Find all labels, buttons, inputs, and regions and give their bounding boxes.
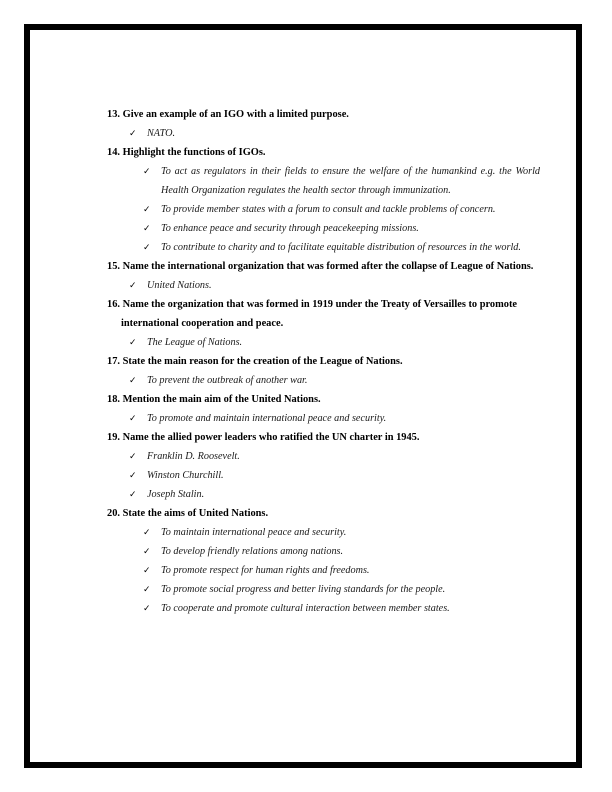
checkmark-icon: ✓ — [143, 565, 151, 575]
document-content — [107, 105, 540, 618]
checkmark-icon: ✓ — [143, 603, 151, 613]
question-number: 14. — [107, 147, 120, 158]
answer-item — [107, 485, 540, 504]
question-text: Name the international organization that was formed after the collapse of League of Nations. — [122, 261, 534, 272]
question-number: 13. — [107, 109, 120, 120]
answer-text: Franklin D. Roosevelt. — [147, 451, 240, 462]
answer-item — [107, 371, 540, 390]
answer-item — [107, 162, 540, 200]
answer-text: To enhance peace and security through peacekeeping missions. — [161, 223, 419, 234]
answer-list — [107, 409, 540, 428]
answer-text: The League of Nations. — [147, 337, 243, 348]
answer-text: To prevent the outbreak of another war. — [147, 375, 308, 386]
answer-list — [107, 447, 540, 504]
answer-item — [107, 238, 540, 257]
question-text: State the aims of United Nations. — [122, 508, 269, 519]
checkmark-icon: ✓ — [129, 451, 137, 461]
answer-item — [107, 200, 540, 219]
answer-item — [107, 333, 540, 352]
answer-list — [107, 371, 540, 390]
answer-item — [107, 542, 540, 561]
answer-item — [107, 124, 540, 143]
answer-item — [107, 523, 540, 542]
answer-list — [107, 333, 540, 352]
answer-item — [107, 580, 540, 599]
answer-text: To develop friendly relations among nations. — [161, 546, 344, 557]
question-text: Give an example of an IGO with a limited purpose. — [122, 109, 349, 120]
question-number: 16. — [107, 299, 120, 310]
question-text: Name the allied power leaders who ratified the UN charter in 1945. — [122, 432, 420, 443]
question-14 — [107, 143, 540, 162]
answer-text: To promote respect for human rights and freedoms. — [161, 565, 370, 576]
answer-text: United Nations. — [147, 280, 212, 291]
answer-list — [107, 523, 540, 618]
answer-text: To cooperate and promote cultural interaction between member states. — [161, 603, 450, 614]
answer-item — [107, 599, 540, 618]
question-number: 20. — [107, 508, 120, 519]
checkmark-icon: ✓ — [129, 375, 137, 385]
question-number: 19. — [107, 432, 120, 443]
question-16 — [107, 295, 540, 333]
checkmark-icon: ✓ — [143, 527, 151, 537]
checkmark-icon: ✓ — [143, 584, 151, 594]
answer-text: To maintain international peace and security. — [161, 527, 347, 538]
answer-item — [107, 561, 540, 580]
answer-item — [107, 447, 540, 466]
question-20 — [107, 504, 540, 523]
question-text: Name the organization that was formed in 1919 under the Treaty of Versailles to promote international cooperation and peace. — [121, 299, 518, 329]
answer-text: Winston Churchill. — [147, 470, 224, 481]
checkmark-icon: ✓ — [143, 242, 151, 252]
answer-list — [107, 162, 540, 257]
checkmark-icon: ✓ — [129, 280, 137, 290]
checkmark-icon: ✓ — [143, 166, 151, 176]
question-17 — [107, 352, 540, 371]
checkmark-icon: ✓ — [143, 223, 151, 233]
answer-list — [107, 276, 540, 295]
answer-text: Joseph Stalin. — [147, 489, 205, 500]
question-text: Mention the main aim of the United Nations. — [122, 394, 321, 405]
question-number: 17. — [107, 356, 120, 367]
question-18 — [107, 390, 540, 409]
answer-text: To provide member states with a forum to consult and tackle problems of concern. — [161, 204, 496, 215]
question-19 — [107, 428, 540, 447]
checkmark-icon: ✓ — [143, 204, 151, 214]
question-15 — [107, 257, 540, 276]
answer-text: To act as regulators in their fields to ensure the welfare of the humankind e.g. the World Health Organization regulates the health sector through immunization. — [161, 166, 540, 196]
checkmark-icon: ✓ — [129, 489, 137, 499]
checkmark-icon: ✓ — [129, 413, 137, 423]
checkmark-icon: ✓ — [129, 337, 137, 347]
checkmark-icon: ✓ — [129, 470, 137, 480]
answer-item — [107, 276, 540, 295]
answer-item — [107, 219, 540, 238]
question-number: 15. — [107, 261, 120, 272]
question-number: 18. — [107, 394, 120, 405]
question-text: Highlight the functions of IGOs. — [122, 147, 266, 158]
question-text: State the main reason for the creation of the League of Nations. — [122, 356, 403, 367]
question-13 — [107, 105, 540, 124]
answer-text: To promote and maintain international peace and security. — [147, 413, 387, 424]
answer-item — [107, 409, 540, 428]
answer-text: NATO. — [147, 128, 176, 139]
checkmark-icon: ✓ — [129, 128, 137, 138]
answer-text: To promote social progress and better living standards for the people. — [161, 584, 446, 595]
answer-list — [107, 124, 540, 143]
answer-text: To contribute to charity and to facilitate equitable distribution of resources in the world. — [161, 242, 521, 253]
checkmark-icon: ✓ — [143, 546, 151, 556]
answer-item — [107, 466, 540, 485]
